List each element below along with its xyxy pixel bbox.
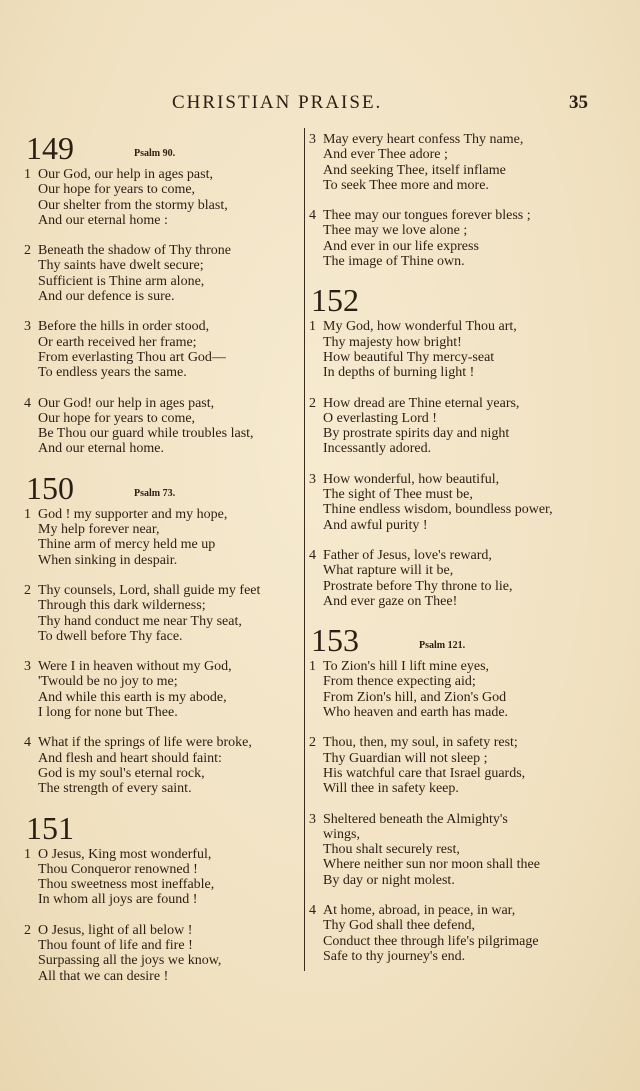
verse-text: Thou fount of life and fire ! — [38, 937, 193, 953]
verse-line — [24, 877, 300, 892]
verse-text: Our hope for years to come, — [38, 410, 196, 426]
verse-line — [309, 365, 589, 380]
verse-text: Or earth received her frame; — [38, 334, 197, 350]
verse — [24, 167, 300, 228]
hymn — [309, 284, 589, 609]
verse — [309, 812, 589, 888]
verse-text: Conduct thee through life's pilgrimage — [323, 933, 539, 949]
verse-text: To seek Thee more and more. — [323, 177, 489, 193]
verse — [309, 548, 589, 609]
verse-text: When sinking in despair. — [38, 552, 178, 568]
verse-line — [309, 751, 589, 766]
verse-line — [309, 223, 589, 238]
verse-line — [24, 243, 300, 258]
verse-line — [309, 842, 589, 857]
verse-number: 4 — [24, 395, 31, 411]
verse-line — [309, 335, 589, 350]
verse-line — [24, 289, 300, 304]
verse-line — [309, 579, 589, 594]
verse-text: From Zion's hill, and Zion's God — [323, 689, 507, 705]
verse-line — [24, 923, 300, 938]
verse-text: In depths of burning light ! — [323, 365, 475, 381]
verse — [24, 319, 300, 380]
verse-text: Thy saints have dwelt secure; — [38, 258, 204, 274]
verse-text: Our shelter from the stormy blast, — [38, 197, 228, 213]
verse-line — [309, 690, 589, 705]
verse-text: From everlasting Thou art God— — [38, 349, 226, 365]
verse-line — [24, 274, 300, 289]
verse — [24, 847, 300, 908]
verse-line — [309, 735, 589, 750]
verse-line — [24, 553, 300, 568]
verse-text: Thou sweetness most ineffable, — [38, 877, 215, 893]
verse-line — [309, 178, 589, 193]
verse-line — [309, 147, 589, 162]
verse-number: 1 — [309, 659, 316, 675]
verse-line — [309, 350, 589, 365]
left-column — [24, 132, 300, 999]
verse — [309, 208, 589, 269]
verse-line — [24, 705, 300, 720]
verse-text: From thence expecting aid; — [323, 674, 476, 690]
verse-line — [309, 426, 589, 441]
verse-line — [24, 522, 300, 537]
verse-line — [24, 441, 300, 456]
verse-line — [309, 857, 589, 872]
verse-text: The sight of Thee must be, — [323, 487, 473, 503]
verse-number: 2 — [24, 582, 31, 598]
verse-line — [309, 934, 589, 949]
verse-number: 2 — [24, 922, 31, 938]
verse-number: 2 — [24, 243, 31, 259]
verse-line — [309, 396, 589, 411]
verse-text: And our defence is sure. — [38, 289, 175, 305]
verse-text: At home, abroad, in peace, in war, — [323, 902, 516, 918]
verse-text: And our eternal home : — [38, 212, 168, 228]
verse-line — [24, 426, 300, 441]
verse-text: O everlasting Lord ! — [323, 410, 437, 426]
verse-line — [309, 208, 589, 223]
verse-text: May every heart confess Thy name, — [323, 132, 524, 147]
verse-text: My God, how wonderful Thou art, — [323, 319, 517, 335]
verse-line — [24, 847, 300, 862]
verse-line — [24, 335, 300, 350]
hymn — [309, 624, 589, 964]
verse-line — [24, 319, 300, 334]
verse-text: Thou Conqueror renowned ! — [38, 861, 198, 877]
verse-text: Thy Guardian will not sleep ; — [323, 750, 488, 766]
verse-line — [24, 182, 300, 197]
verse-text: How beautiful Thy mercy-seat — [323, 349, 495, 365]
verse — [309, 132, 589, 193]
hymn-heading — [24, 809, 300, 846]
verse-line — [24, 167, 300, 182]
verse-number: 1 — [24, 506, 31, 522]
verse-line — [309, 766, 589, 781]
verse-text: God is my soul's eternal rock, — [38, 765, 205, 781]
verse-text: Be Thou our guard while troubles last, — [38, 426, 254, 442]
hymn-number: 150 — [26, 469, 74, 506]
verse-line — [24, 411, 300, 426]
page-number: 35 — [569, 92, 588, 113]
verse-text: Thou shalt securely rest, — [323, 842, 460, 858]
verse-text: And flesh and heart should faint: — [38, 750, 222, 766]
verse-text: Will thee in safety keep. — [323, 781, 459, 797]
verse-number: 3 — [24, 319, 31, 335]
verse-number: 1 — [24, 846, 31, 862]
verse-text: What if the springs of life were broke, — [38, 735, 252, 751]
verse-line — [24, 365, 300, 380]
verse-line — [309, 472, 589, 487]
hymn — [24, 809, 300, 984]
verse-text: And ever gaze on Thee! — [323, 593, 458, 609]
verse-line — [309, 563, 589, 578]
verse-line — [309, 781, 589, 796]
verse-line — [309, 659, 589, 674]
verse-text: To Zion's hill I lift mine eyes, — [323, 659, 490, 675]
verse-text: God ! my supporter and my hope, — [38, 506, 228, 522]
verse-line — [24, 258, 300, 273]
verse-text: And while this earth is my abode, — [38, 689, 227, 705]
verse-text: In whom all joys are found ! — [38, 892, 198, 908]
hymn — [24, 132, 300, 457]
column-divider — [304, 128, 305, 971]
verse — [24, 507, 300, 568]
verse-text: What rapture will it be, — [323, 563, 454, 579]
verse — [24, 735, 300, 796]
verse-text: The strength of every saint. — [38, 781, 192, 797]
verse-text: The image of Thine own. — [323, 254, 465, 270]
verse-line — [24, 690, 300, 705]
hymn-heading — [309, 282, 589, 319]
verse-line — [309, 319, 589, 334]
verse-text: Surpassing all the joys we know, — [38, 953, 222, 969]
verse-text: Our God! our help in ages past, — [38, 395, 215, 411]
verse-line — [24, 659, 300, 674]
psalm-reference: Psalm 121. — [419, 640, 466, 652]
verse-text: By prostrate spirits day and night — [323, 426, 510, 442]
psalm-reference: Psalm 90. — [134, 148, 176, 159]
verse-text: By day or night molest. — [323, 872, 455, 888]
verse-text: Safe to thy journey's end. — [323, 948, 466, 964]
verse-text: And ever in our life express — [323, 238, 479, 254]
verse-line — [24, 198, 300, 213]
verse-text: How wonderful, how beautiful, — [323, 471, 500, 487]
verse-text: To endless years the same. — [38, 365, 187, 381]
hymn — [24, 469, 300, 797]
verse-text: And seeking Thee, itself inflame — [323, 162, 506, 178]
verse-text: Prostrate before Thy throne to lie, — [323, 578, 513, 594]
verse-line — [24, 781, 300, 796]
verse-line — [309, 705, 589, 720]
verse-text: And our eternal home. — [38, 441, 164, 457]
verse-line — [24, 953, 300, 968]
verse-text: Thee may we love alone ; — [323, 223, 468, 239]
verse-text: Incessantly adored. — [323, 441, 432, 457]
verse-line — [309, 903, 589, 918]
verse-number: 4 — [309, 547, 316, 563]
verse — [309, 319, 589, 380]
hymn-heading — [24, 469, 300, 506]
verse-text: Thou, then, my soul, in safety rest; — [323, 735, 518, 751]
verse-line — [309, 411, 589, 426]
verse-line — [24, 735, 300, 750]
verse-number: 2 — [309, 735, 316, 751]
verse-line — [309, 949, 589, 964]
verse-line — [24, 350, 300, 365]
verse-line — [309, 674, 589, 689]
verse-line — [24, 766, 300, 781]
verse-line — [309, 487, 589, 502]
verse-text: Thy hand conduct me near Thy seat, — [38, 613, 242, 629]
verse-text: Thy God shall thee defend, — [323, 918, 476, 934]
verse-text: Who heaven and earth has made. — [323, 705, 509, 721]
verse-text: Thine arm of mercy held me up — [38, 537, 216, 553]
hymn — [309, 132, 589, 269]
running-title: CHRISTIAN PRAISE. — [172, 92, 383, 113]
page-header — [0, 92, 640, 122]
verse-text: And awful purity ! — [323, 517, 428, 533]
verse-text: Thee may our tongues forever bless ; — [323, 208, 531, 224]
verse-text: All that we can desire ! — [38, 968, 169, 984]
verse-line — [309, 502, 589, 517]
verse-line — [309, 548, 589, 563]
verse-text: Thy counsels, Lord, shall guide my feet — [38, 582, 261, 598]
verse-number: 4 — [24, 735, 31, 751]
verse-text: wings, — [323, 826, 360, 842]
verse — [24, 659, 300, 720]
verse-text: I long for none but Thee. — [38, 705, 178, 721]
verse-number: 3 — [309, 471, 316, 487]
verse-line — [24, 629, 300, 644]
hymn-number: 152 — [311, 282, 359, 319]
hymn-number: 151 — [26, 809, 74, 846]
verse-line — [309, 827, 589, 842]
verse-line — [24, 751, 300, 766]
verse-line — [24, 537, 300, 552]
verse-line — [24, 213, 300, 228]
verse-line — [24, 862, 300, 877]
verse-text: And ever Thee adore ; — [323, 147, 448, 163]
verse-line — [309, 594, 589, 609]
verse-text: Before the hills in order stood, — [38, 319, 210, 335]
verse-text: My help forever near, — [38, 522, 160, 538]
verse-number: 3 — [309, 811, 316, 827]
verse-text: Thy majesty how bright! — [323, 334, 462, 350]
verse-text: Sufficient is Thine arm alone, — [38, 273, 205, 289]
verse-line — [309, 873, 589, 888]
verse-text: His watchful care that Israel guards, — [323, 765, 526, 781]
verse-text: O Jesus, King most wonderful, — [38, 846, 212, 862]
verse-line — [309, 239, 589, 254]
verse-line — [309, 441, 589, 456]
verse-line — [309, 132, 589, 147]
hymn-number: 153 — [311, 622, 359, 659]
verse-line — [24, 614, 300, 629]
verse-number: 4 — [309, 208, 316, 224]
verse — [24, 243, 300, 304]
verse — [309, 659, 589, 720]
verse — [309, 396, 589, 457]
verse-text: Our God, our help in ages past, — [38, 167, 213, 182]
verse-line — [24, 583, 300, 598]
verse-line — [24, 892, 300, 907]
verse — [309, 903, 589, 964]
verse-text: Thine endless wisdom, boundless power, — [323, 502, 553, 518]
hymn-heading — [24, 132, 300, 164]
right-column — [309, 132, 589, 979]
verse — [309, 735, 589, 796]
verse-line — [24, 396, 300, 411]
verse-number: 4 — [309, 902, 316, 918]
verse-line — [24, 674, 300, 689]
verse-number: 1 — [309, 319, 316, 335]
hymn-heading — [309, 622, 589, 659]
verse-line — [309, 518, 589, 533]
verse-text: Father of Jesus, love's reward, — [323, 547, 492, 563]
verse-number: 3 — [24, 659, 31, 675]
verse-text: 'Twould be no joy to me; — [38, 674, 178, 690]
verse-text: Sheltered beneath the Almighty's — [323, 811, 508, 827]
verse-number: 3 — [309, 132, 316, 147]
verse-text: Beneath the shadow of Thy throne — [38, 243, 231, 259]
verse-line — [24, 969, 300, 984]
verse — [309, 472, 589, 533]
verse-line — [309, 254, 589, 269]
verse-line — [24, 938, 300, 953]
verse-line — [24, 507, 300, 522]
verse-text: Where neither sun nor moon shall thee — [323, 857, 540, 873]
verse-text: To dwell before Thy face. — [38, 628, 183, 644]
verse — [24, 583, 300, 644]
verse — [24, 396, 300, 457]
verse-text: O Jesus, light of all below ! — [38, 922, 193, 938]
verse-text: Through this dark wilderness; — [38, 598, 206, 614]
verse-line — [24, 598, 300, 613]
verse-line — [309, 812, 589, 827]
verse-line — [309, 163, 589, 178]
hymn-number: 149 — [26, 130, 74, 166]
verse-number: 2 — [309, 395, 316, 411]
verse-text: How dread are Thine eternal years, — [323, 395, 520, 411]
verse-text: Were I in heaven without my God, — [38, 659, 232, 675]
verse-line — [309, 918, 589, 933]
psalm-reference: Psalm 73. — [134, 487, 176, 499]
verse-text: Our hope for years to come, — [38, 182, 196, 198]
verse — [24, 923, 300, 984]
verse-number: 1 — [24, 167, 31, 182]
